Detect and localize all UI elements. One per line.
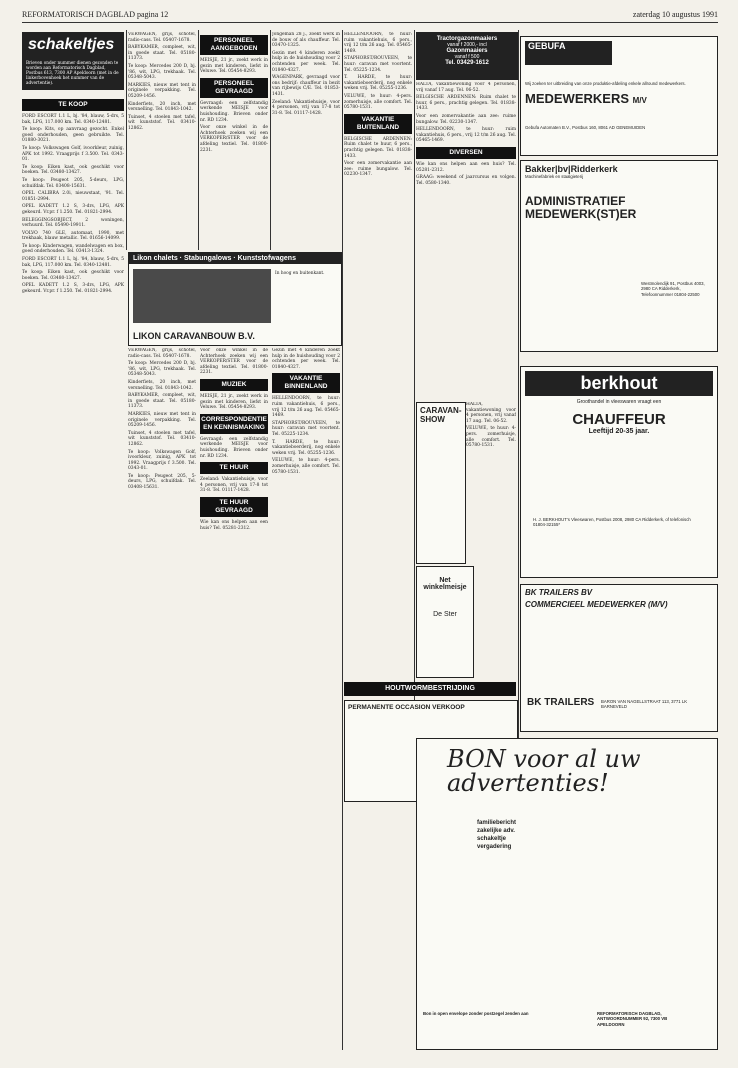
ad-item: VELUWE, te huur: 4-pers. zomerhuisje, alle comfort. Tel. 05780-1531. xyxy=(466,426,516,449)
section-te-huur: TE HUUR xyxy=(200,462,268,474)
ad-item: VERWAGEN, grijs, schotel, radio-cass. Tel. 05407-1678. xyxy=(128,348,196,359)
chalet-photo xyxy=(133,269,271,323)
ad-item: MARKIES, nieuw met tent in originele verpakking. Tel. 05209-1456. xyxy=(128,411,196,429)
ad-item: Gevraagd: een zelfstandig werkende MEISJE voor huishouding. Brieven onder nr. RD 1234. xyxy=(200,436,268,459)
ad-item: GRAAG: weekend of jaarcursus en volgen. Tel. 0580-1340. xyxy=(416,175,516,186)
ad-item: Wie kan ons helpen aan een huis? Tel. 05281-2312. xyxy=(416,161,516,173)
ad-item: Te koop: Kinderwagen, wandelwagen en box, goed onderhouden. Tel. 03413-1324. xyxy=(22,243,124,255)
ad-item: T. HARDE, te huur: vakantieboerderij, nog enkele weken vrij. Tel. 05255-1236. xyxy=(272,439,340,456)
ad-item: OPEL KADETT 1.2 S, 3-drs, LPG, APK gekeurd. Vr.pr. f 1.250. Tel. 01821-2994. xyxy=(22,283,124,295)
ad-item: VERWAGEN, grijs, schotel, radio-cass. Tel. 05407-1678. xyxy=(128,32,196,43)
page-date: zaterdag 10 augustus 1991 xyxy=(632,10,718,19)
caravan-show-ad: CARAVAN-SHOW xyxy=(416,402,466,564)
ad-item: OPEL KADETT 1.2 S, 3-drs, LPG, APK gekeurd. Vr.pr. f 1.250. Tel. 01821-2994. xyxy=(22,204,124,215)
ad-item: HELLENDOORN, te huur: ruim vakantiehuis, 6 pers., vrij 12 t/m 26 aug. Tel. 05465-1469. xyxy=(344,32,412,54)
gebufa-ad: GEBUFA MEDEWERKERS M/V Wij zoeken ter uitbreiding van onze produktie-afdeling enkele allround medewerkers. Gebufa Automaten B.V., Postbus 160, 8061 AD GENEMUIDEN xyxy=(520,36,718,156)
ad-item: Wie kan ons helpen aan een huis? Tel. 05281-2312. xyxy=(200,519,268,531)
ad-item: MEISJE, 21 jr., zoekt werk in gezin met kinderen, liefst in Veluwe. Tel. 05454-8293. xyxy=(200,58,268,75)
ad-item: WAGENPARK, gevraagd voor ons bedrijf: chauffeur in bezit van rijbewijs C/E. Tel. 01853-1431. xyxy=(272,75,340,97)
classifieds-col-2b xyxy=(128,348,196,1048)
section-houtworm: HOUTWORMBESTRIJDING xyxy=(344,682,516,696)
section-te-koop: TE KOOP xyxy=(22,99,124,111)
page-header xyxy=(22,10,718,23)
berkhout-ad: berkhout Groothandel in vleeswaren vraagt een CHAUFFEUR Leeftijd 20-35 jaar. H. J. BERKHOUT's Vleeswaren, Postbus 2008, 2980 CA Ridderkerk, of telefonisch 01804-32155* xyxy=(520,366,718,578)
ad-item: BABYKAMER, compleet, wit, in goede staat. Tel. 05180-11373. xyxy=(128,45,196,62)
classifieds-col-4 xyxy=(272,32,340,248)
ad-item: Gevraagd: een zelfstandig werkende MEISJE voor huishouding. Brieven onder nr. RD 1234. xyxy=(200,100,268,123)
ad-item: Te koop: Volkswagen Golf, ivoorkleur, zuinig, APK tot 1992. Vraagprijs f 3.500. Tel. 0343-01. xyxy=(22,145,124,163)
ad-item: MARKIES, nieuw met tent in originele verpakking. Tel. 05209-1456. xyxy=(128,82,196,99)
ad-item: Te koop: Kits, op aanvraag gezocht. Enkel goed onderhouden, geen gebruikte. Tel. 01880-3021. xyxy=(22,127,124,144)
tractor-ad: Tractorgazonmaaiers vanaf f 2000,- incl Gazonmaaiers vanaf f 500 Tel. 03429-1612 xyxy=(416,32,518,80)
ad-item: HELLENDOORN, te huur: ruim vakantiehuis, 6 pers., vrij 12 t/m 26 aug. Tel. 05465-1469. xyxy=(272,396,340,419)
bakker-ad: Bakker|bv|Ridderkerk Machinefabriek en staalgieterij ADMINISTRATIEF MEDEWERK(ST)ER Westmolendijk 91, Postbus 4003, 2980 CA Ridderkerk, Telefoonnummer 01804-22500 xyxy=(520,160,718,352)
ad-item: Voor onze winkel in de Achterhoek zoeken wij een VERKOPER/STER voor de afdeling textiel. Tel. 01800-2231. xyxy=(200,348,268,376)
ad-item: HALTA, vakantiewoning voor 4 personen, vrij vanaf 17 aug. Tel. 06-52. xyxy=(416,82,516,93)
classifieds-col-4b xyxy=(272,348,340,1048)
ad-item: Voor onze winkel in de Achterhoek zoeken wij een VERKOPER/STER voor de afdeling textiel. Tel. 01800-2231. xyxy=(200,125,268,153)
ad-item: MEISJE, 21 jr., zoekt werk in gezin met kinderen, liefst in Veluwe. Tel. 05454-8293. xyxy=(200,393,268,411)
bon-item: zakelijke adv. xyxy=(477,828,515,834)
ad-item: Te koop: Peugeot 205, 5-deurs, LPG, schuifdak. Tel. 03408-15631. xyxy=(128,473,196,491)
ad-item: VOLVO 740 GLE, automaat, 1990, met trekhaak, blauw metallic. Tel. 01656-14099. xyxy=(22,230,124,242)
likon-ad: Likon chalets · Stabungalows · Kunststofwagens In hoog en buitenkant. LIKON CARAVANBOUW B.V. xyxy=(128,252,342,346)
ad-item: HELLENDOORN, te huur: ruim vakantiehuis, 6 pers., vrij 12 t/m 26 aug. Tel. 05465-1469. xyxy=(416,127,516,144)
ad-item: Zeeland: Vakantiehuisje, voor 4 personen, vrij van 17-8 tot 31-8. Tel. 01117-1428. xyxy=(272,99,340,116)
ad-item: Jongeman 28 j., zoekt werk in de bouw of als chauffeur. Tel. 03470-1325. xyxy=(272,32,340,49)
ad-item: BELGISCHE ARDENNEN: Ruim chalet te huur, 6 pers., prachtig gelegen. Tel. 01838-1433. xyxy=(416,95,516,112)
paper-name: REFORMATORISCH DAGBLAD pagina 12 xyxy=(22,10,169,19)
ad-item: FORD ESCORT 1.1 L, bj. '84, blauw, 5-drs, 5 bak, LPG, 117.000 km. Tel. 0340-12481. xyxy=(22,114,124,125)
classifieds-col-3b xyxy=(200,348,268,1048)
bon-item: familiebericht xyxy=(477,820,517,826)
classifieds-col-6b xyxy=(466,402,516,562)
ad-item: BABYKAMER, compleet, wit, in goede staat. Tel. 05180-11373. xyxy=(128,393,196,410)
section-vakantie-binnenland: VAKANTIE BINNENLAND xyxy=(272,373,340,393)
ad-item: VELUWE, te huur: 4-pers. zomerhuisje, alle comfort. Tel. 05780-1531. xyxy=(344,93,412,111)
ad-item: Kinderfiets, 20 inch, met versnelling. Tel. 01843-1042. xyxy=(128,379,196,391)
section-correspondentie: CORRESPONDENTIE EN KENNISMAKING xyxy=(200,414,268,434)
ad-item: Gezin met 4 kinderen zoekt hulp in de huishouding voor 2 ochtenden per week. Tel. 01840-4327. xyxy=(272,50,340,73)
ad-item: BELEGGINGSOBJECT, 2 woningen, verhuurd. Tel. 05490-19911. xyxy=(22,217,124,229)
ad-item: Te koop: Peugeot 205, 5-deurs, LPG, schuifdak. Tel. 03408-15631. xyxy=(22,177,124,189)
classifieds-col-2 xyxy=(128,32,196,248)
section-vakantie-buitenland: VAKANTIE BUITENLAND xyxy=(344,114,412,134)
ad-item: STAPHORST/ROUVEEN, te huur: caravan met voortent. Tel. 05225-1234. xyxy=(272,420,340,437)
ad-item: HALTA, vakantiewoning voor 4 personen, vrij vanaf 17 aug. Tel. 06-52. xyxy=(466,402,516,424)
ad-item: Te koop: Eiken kast, ook geschikt voor boeken. Tel. 03480-13427. xyxy=(22,164,124,176)
ad-item: FORD ESCORT 1.1 L, bj. '84, blauw, 5-drs, 5 bak, LPG, 117.000 km. Tel. 0340-12481. xyxy=(22,257,124,268)
ad-item: Zeeland: Vakantiehuisje, voor 4 personen, vrij van 17-8 tot 31-8. Tel. 01117-1428. xyxy=(200,477,268,494)
ad-item: Te koop: Volkswagen Golf, ivoorkleur, zuinig, APK tot 1992. Vraagprijs f 3.500. Tel. 0343-01. xyxy=(128,449,196,472)
ad-item: BELGISCHE ARDENNEN: Ruim chalet te huur, 6 pers., prachtig gelegen. Tel. 01838-1433. xyxy=(344,136,412,159)
section-personeel-aangeboden: PERSONEEL AANGEBODEN xyxy=(200,35,268,55)
ad-item: Kinderfiets, 20 inch, met versnelling. Tel. 01843-1042. xyxy=(128,101,196,113)
ad-item: Tuinset, 4 stoelen met tafel, wit kunststof. Tel. 03410-12862. xyxy=(128,430,196,447)
schakeltjes-logo: schakeltjes Brieven onder nummer dienen gezonden te worden aan Reformatorisch Dagblad, Postbus 613, 7300 AP Apeldoorn (met in de linkerbovenhoek het nummer van de advertentie). xyxy=(22,32,124,90)
ad-item: Te koop: Eiken kast, ook geschikt voor boeken. Tel. 03480-13427. xyxy=(22,270,124,281)
section-te-huur-gevraagd: TE HUUR GEVRAAGD xyxy=(200,497,268,517)
ad-item: VELUWE, te huur: 4-pers. zomerhuisje, alle comfort. Tel. 05780-1531. xyxy=(272,458,340,475)
section-diversen: DIVERSEN xyxy=(416,147,516,159)
advertentie-bon: BON voor al uw advertenties! familiebericht zakelijke adv. schakeltje vergadering Bon in open envelope zonder postzegel zenden aan REFORMATORISCH DAGBLAD, ANTWOORDNUMMER 92, 7300 VB APELDOORN xyxy=(416,738,718,1050)
bon-item: schakeltje xyxy=(477,836,507,842)
ad-item: Te koop: Mercedes 200 D, bj. '86, wit, LPG, trekhaak. Tel. 05348-5043. xyxy=(128,361,196,378)
section-muziek: MUZIEK xyxy=(200,379,268,391)
ad-item: T. HARDE, te huur: vakantieboerderij, nog enkele weken vrij. Tel. 05255-1236. xyxy=(344,75,412,92)
winkel-ad: Net winkelmeisje De Ster xyxy=(416,566,474,678)
bon-item: vergadering xyxy=(477,844,512,850)
classifieds-col-1 xyxy=(22,96,124,1046)
section-personeel-gevraagd: PERSONEEL GEVRAAGD xyxy=(200,78,268,98)
ad-item: Tuinset, 4 stoelen met tafel, wit kunststof. Tel. 03410-12862. xyxy=(128,114,196,131)
ad-item: STAPHORST/ROUVEEN, te huur: caravan met voortent. Tel. 05225-1234. xyxy=(344,56,412,73)
ad-item: Voor een zomervakantie aan zee: ruime bungalow. Tel. 02230-1347. xyxy=(344,161,412,178)
ad-item: OPEL CALIBRA 2.0i, nieuwstaat, '91. Tel. 01851-2994. xyxy=(22,191,124,202)
permanent-occasion-ad: PERMANENTE OCCASION VERKOOP xyxy=(344,700,518,802)
classifieds-col-5 xyxy=(344,32,412,692)
ad-item: Voor een zomervakantie aan zee: ruime bungalow. Tel. 02230-1347. xyxy=(416,113,516,125)
ad-item: Gezin met 4 kinderen zoekt hulp in de huishouding voor 2 ochtenden per week. Tel. 01840-4327. xyxy=(272,348,340,370)
classifieds-col-3 xyxy=(200,32,268,248)
bk-trailers-ad: BK TRAILERS BV COMMERCIEEL MEDEWERKER (M/V) BK TRAILERS BARON VAN NAGELLSTRAAT 113, 3771 LK BARNEVELD xyxy=(520,584,718,732)
classifieds-col-6 xyxy=(416,82,516,402)
ad-item: Te koop: Mercedes 200 D, bj. '86, wit, LPG, trekhaak. Tel. 05348-5043. xyxy=(128,63,196,81)
